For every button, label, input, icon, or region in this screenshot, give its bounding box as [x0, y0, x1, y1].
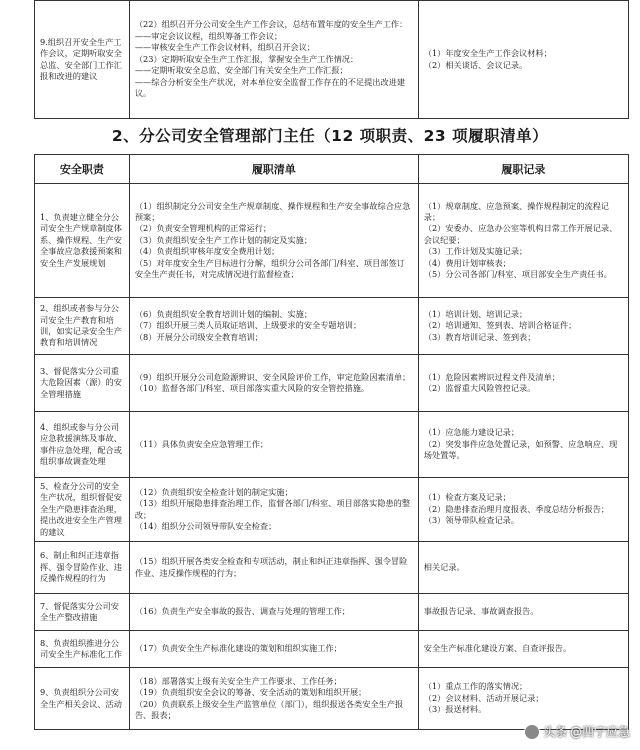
checklist-cell	[129, 184, 418, 298]
record-line: （1）危险因素辨识过程文件及清单；	[423, 371, 560, 382]
checklist-line: （22）组织召开分公司安全生产工作会议，总结布置年度的安全生产工作：	[134, 19, 408, 30]
responsibility-cell: 9.组织召开安全生产工作会议，定期听取安全总监、安全部门工作汇报和改进的建议	[35, 1, 130, 119]
checklist-line: ——综合分析安全生产状况，对本单位安全监督工作存在的不足提出改进建议。	[134, 76, 406, 99]
checklist-line: （6）负责组织安全教育培训计划的编制、实施；	[134, 308, 313, 319]
header-checklist: 履职清单	[129, 155, 418, 184]
checklist-cell	[129, 478, 418, 542]
checklist-line: （20）负责联系上级安全生产监管单位（部门），组织报送各类安全生产报告、报表；	[134, 698, 404, 720]
table-row	[35, 412, 629, 478]
record-line: （3）工作计划及实施记录；	[423, 246, 528, 257]
record-line: （3）领导带队检查记录。	[423, 515, 520, 526]
checklist-line: （9）组织开展分公司危险源辨识、安全风险评价工作，审定危险因素清单；	[134, 371, 411, 382]
record-line: （1）培训计划、培训记录；	[423, 308, 528, 319]
record-line: （1）应急能力建设记录；	[423, 427, 520, 438]
record-line: （2）相关谈话、会议记录。	[423, 59, 528, 70]
checklist-line: （7）组织开展三类人员取证培训、上级要求的安全专题培训；	[134, 320, 362, 331]
checklist-cell	[129, 355, 418, 412]
record-line: （1）规章制度、应急预案、操作规程制定的流程记录；	[423, 200, 610, 222]
record-line: （1）年度安全生产工作会议材料；	[423, 48, 552, 58]
continued-table	[34, 0, 629, 119]
responsibility-cell: 5、检查分公司的安全生产状况，组织督促安全生产隐患排查治理，提出改进安全生产管理的建议	[35, 478, 130, 542]
records-cell	[418, 542, 628, 594]
checklist-line: （10）监督各部门/科室、项目部落实重大风险的安全管控措施。	[134, 383, 370, 393]
record-line: （2）监督重大风险管控记录。	[423, 383, 536, 393]
table-row	[35, 478, 629, 542]
table-header-row	[35, 155, 629, 184]
record-line: （2）安委办、应急办公室等机构日常工作开展记录、会议纪要；	[423, 223, 618, 245]
watermark	[524, 723, 630, 740]
record-line: （2）突发事件应急处置记录，如预警、应急响应、现场处置等。	[423, 438, 618, 461]
table-row	[35, 594, 629, 631]
header-responsibility: 安全职责	[35, 155, 130, 184]
account-avatar-icon	[524, 724, 540, 740]
record-line: （3）教育培训记录、签到表；	[423, 331, 536, 342]
checklist-cell	[129, 594, 418, 631]
responsibility-cell: 7、督促落实分公司安全生产整改措施	[35, 594, 130, 631]
table-row	[35, 542, 629, 594]
checklist-line: （1）组织制定分公司安全生产规章制度、操作规程和生产安全事故综合应急预案；	[134, 200, 411, 222]
checklist-line: （16）负责生产安全事故的报告、调查与处理的管理工作；	[134, 606, 350, 617]
checklist-line: （23）定期听取安全生产工作汇报，掌握安全生产工作情况：	[134, 53, 359, 64]
checklist-line: （4）负责组织审核年度安全费用计划；	[134, 246, 280, 257]
records-cell	[418, 478, 628, 542]
checklist-line: （3）负责组织安全生产工作计划的制定及实施；	[134, 234, 313, 245]
record-line: （3）报送材料。	[423, 704, 487, 715]
checklist-line: （8）开展分公司级安全教育培训；	[134, 331, 263, 342]
responsibility-cell: 2、组织或者参与分公司安全生产教育和培训，如实记录安全生产教育和培训情况	[35, 298, 130, 355]
checklist-cell	[129, 668, 418, 730]
table-row	[35, 1, 629, 119]
checklist-cell	[129, 412, 418, 478]
records-cell	[418, 184, 628, 298]
responsibility-cell: 9、负责组织分公司安全生产相关会议、活动	[35, 668, 130, 730]
checklist-line: （19）负责组织安全会议的筹备、安全活动的策划和组织开展；	[134, 687, 367, 698]
section-title: 2、分公司安全管理部门主任（12 项职责、23 项履职清单）	[111, 127, 549, 145]
records-cell	[418, 1, 628, 119]
record-line: 事故报告记录、事故调查报告。	[423, 606, 539, 617]
checklist-line: （5）对年度安全生产目标进行分解，组织分公司各部门/科室、项目部签订安全生产责任书，对完成情况进行监督检查；	[134, 257, 405, 280]
responsibility-cell: 3、督促落实分公司重大危险因素（源）的安全管理措施	[35, 355, 130, 412]
records-cell	[418, 298, 628, 355]
checklist-line: ——定期听取安全总监、安全部门有关安全生产工作汇报；	[134, 65, 348, 76]
watermark-account: @西宁应急	[569, 725, 630, 739]
responsibility-cell: 6、制止和纠正违章指挥、强令冒险作业、违反操作规程的行为	[35, 542, 130, 594]
responsibility-cell: 8、负责组织推进分公司安全生产标准化工作	[35, 631, 130, 668]
checklist-line: （17）负责安全生产标准化建设的策划和组织实施工作；	[134, 643, 342, 654]
checklist-line: ——审核安全生产工作会议材料，组织召开会议；	[134, 42, 315, 53]
checklist-line: ——审定会议议程，组织筹备工作会议；	[134, 30, 283, 41]
checklist-line: （15）组织开展各类安全检查和专项活动，制止和纠正违章指挥、强令冒险作业、违反操作规程的行为；	[134, 556, 408, 578]
checklist-cell	[129, 1, 418, 119]
record-line: （1）检查方案及记录；	[423, 492, 511, 503]
table-row	[35, 631, 629, 668]
record-line: 相关记录。	[423, 561, 465, 572]
checklist-line: （18）部署落实上级有关安全生产工作要求、工作任务；	[134, 675, 342, 686]
record-line: （4）费用计划审核表；	[423, 257, 511, 268]
records-cell	[418, 594, 628, 631]
record-line: （2）会议材料、活动开展记录；	[423, 692, 544, 703]
records-cell	[418, 412, 628, 478]
checklist-cell	[129, 631, 418, 668]
checklist-line: （11）具体负责安全应急管理工作；	[134, 438, 269, 449]
records-cell	[418, 668, 628, 730]
record-line: 安全生产标准化建设方案、自查评报告。	[423, 643, 572, 654]
checklist-cell	[129, 542, 418, 594]
header-records: 履职记录	[418, 155, 628, 184]
record-line: （5）分公司各部门/科室、项目部安全生产责任书。	[423, 269, 612, 280]
checklist-cell	[129, 298, 418, 355]
duty-table	[34, 154, 629, 730]
records-cell	[418, 631, 628, 668]
record-line: （1）重点工作的落实情况；	[423, 681, 528, 692]
table-row	[35, 668, 629, 730]
table-row	[35, 355, 629, 412]
checklist-line: （14）组织分公司领导带队安全检查；	[134, 520, 277, 531]
table-row	[35, 184, 629, 298]
checklist-line: （13）组织开展隐患排查治理工作，监督各部门/科室、项目部落实隐患的整改；	[134, 498, 411, 520]
table-row	[35, 298, 629, 355]
checklist-line: （2）负责安全管理机构的正常运行；	[134, 223, 272, 234]
responsibility-cell: 4、组织或参与分公司应急救援演练及事故、事件应急处理，配合或组织事故调查处理	[35, 412, 130, 478]
record-line: （2）隐患排查治理月度报表、季度总结分析报告；	[423, 503, 610, 514]
records-cell	[418, 355, 628, 412]
watermark-platform: 头条	[542, 725, 567, 739]
checklist-line: （12）负责组织安全检查计划的制定实施；	[134, 486, 293, 497]
record-line: （2）培训通知、签到表、培训合格证件；	[423, 320, 577, 331]
responsibility-cell: 1、负责建立健全分公司安全生产规章制度体系、操作规程、生产安全事故应急救援预案和安全生产发展规划	[35, 184, 130, 298]
